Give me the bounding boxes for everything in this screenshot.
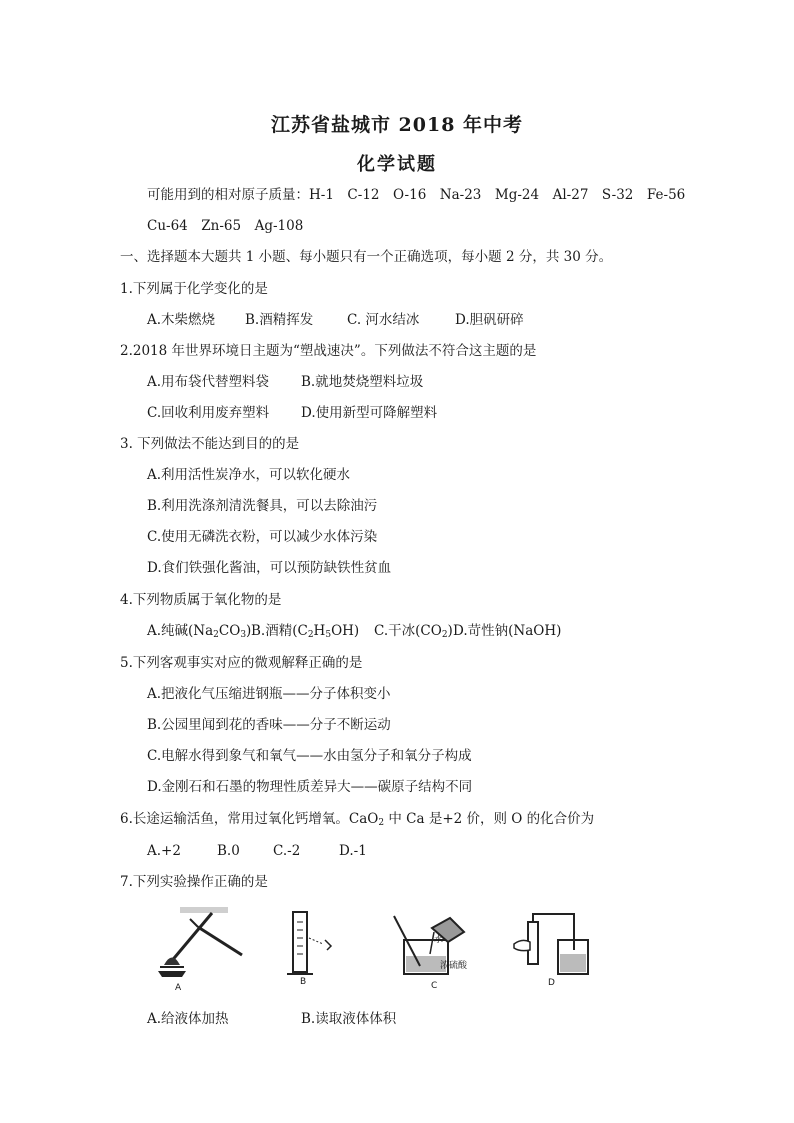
q4-option-b: B.酒精$(C_2H_5OH)$ [251,623,360,640]
q1-option-d: D.胆矾研碎 [455,312,524,328]
figure-a-tube-holder [198,927,242,955]
question-3-stem: 3. 下列做法不能达到目的的是 [120,436,300,452]
figure-b-label: B [300,977,307,987]
figure-b-eye [325,940,331,950]
q5-option-d: D.金刚石和石墨的物理性质差异大——碳原子结构不同 [147,779,473,795]
figure-c-acid-label: 浓硫酸 [440,961,468,971]
figure-d-delivery-tube [533,914,574,950]
section-heading: 一、选择题本大题共 1 小题、每小题只有一个正确选项，每小题 2 分，共 30 分。 [120,249,613,265]
question-6-stem: 6.长途运输活鱼，常用过氧化钙增氧。CaO$_2$ 中 Ca 是+2 价，则 O 的化合价为 [120,811,595,828]
q2-option-b: B.就地焚烧塑料垃圾 [301,374,424,390]
q1-option-b: B.酒精挥发 [245,312,314,328]
q5-option-c: C.电解水得到象气和氧气——水由氢分子和氧分子构成 [147,748,472,764]
question-5-stem: 5.下列客观事实对应的微观解释正确的是 [120,655,363,671]
q2-option-d: D.使用新型可降解塑料 [301,405,438,421]
q6-option-a: A.+2 [147,843,181,859]
q1-option-c: C. 河水结冰 [347,312,420,328]
atomic-mass-line-1: 可能用到的相对原子质量：H-1 C-12 O-16 Na-23 Mg-24 Al-27 S-32 Fe-56 [147,187,686,203]
figure-d-label: D [548,978,555,988]
figure-c-water-label: 水 [434,935,444,945]
q2-option-a: A.用布袋代替塑料袋 [147,374,270,390]
q6-option-c: C.-2 [273,843,301,859]
figure-a-holder-clamp [190,919,198,927]
q3-option-c: C.使用无磷洗衣粉，可以减少水体污染 [147,529,378,545]
figure-a-heating-liquid [150,905,250,980]
figure-d-hand [514,940,530,950]
figure-b-sight-line [309,938,323,944]
question-7-stem: 7.下列实验操作正确的是 [120,874,268,890]
figure-c-label: C [431,981,438,991]
figure-d-water [560,954,586,972]
figure-a-background-shade [180,907,228,913]
q5-option-a: A.把液化气压缩进钢瓶——分子体积变小 [147,686,391,702]
q6-option-b: B.0 [217,843,240,859]
q3-option-d: D.食们铁强化酱油，可以预防缺铁性贫血 [147,560,392,576]
figure-a-flame [164,958,180,966]
q4-option-d: D.苛性钠(NaOH) [453,623,562,639]
figure-a-alcohol-lamp [158,971,186,977]
q6-option-d: D.-1 [339,843,367,859]
q7-option-b: B.读取液体体积 [301,1011,397,1027]
q3-option-b: B.利用洗涤剂清洗餐具，可以去除油污 [147,498,378,514]
figure-b-cylinder [293,912,307,972]
question-1-stem: 1.下列属于化学变化的是 [120,281,268,297]
figure-d-airtightness-check [500,910,590,978]
atomic-mass-line-2: Cu-64 Zn-65 Ag-108 [147,218,304,234]
figure-c-diluting-acid [390,910,485,980]
page-title: 江苏省盐城市 2018 年中考 [270,114,524,136]
q7-option-a: A.给液体加热 [147,1011,229,1027]
q5-option-b: B.公园里闻到花的香味——分子不断运动 [147,717,391,733]
page-subtitle: 化学试题 [357,154,437,175]
q1-option-a: A.木柴燃烧 [147,312,216,328]
question-2-stem: 2.2018 年世界环境日主题为“塑战速决”。下列做法不符合这主题的是 [120,343,537,359]
q2-option-c: C.回收利用废弃塑料 [147,405,270,421]
q4-option-a: A.纯碱$(Na_2CO_3)$ [147,623,252,640]
question-4-stem: 4.下列物质属于氧化物的是 [120,592,282,608]
figure-b-reading-cylinder [283,910,353,980]
figure-a-label: A [175,983,182,993]
q4-option-c: C.干冰$(CO_2)$ [374,623,453,640]
q3-option-a: A.利用活性炭净水，可以软化硬水 [147,467,351,483]
